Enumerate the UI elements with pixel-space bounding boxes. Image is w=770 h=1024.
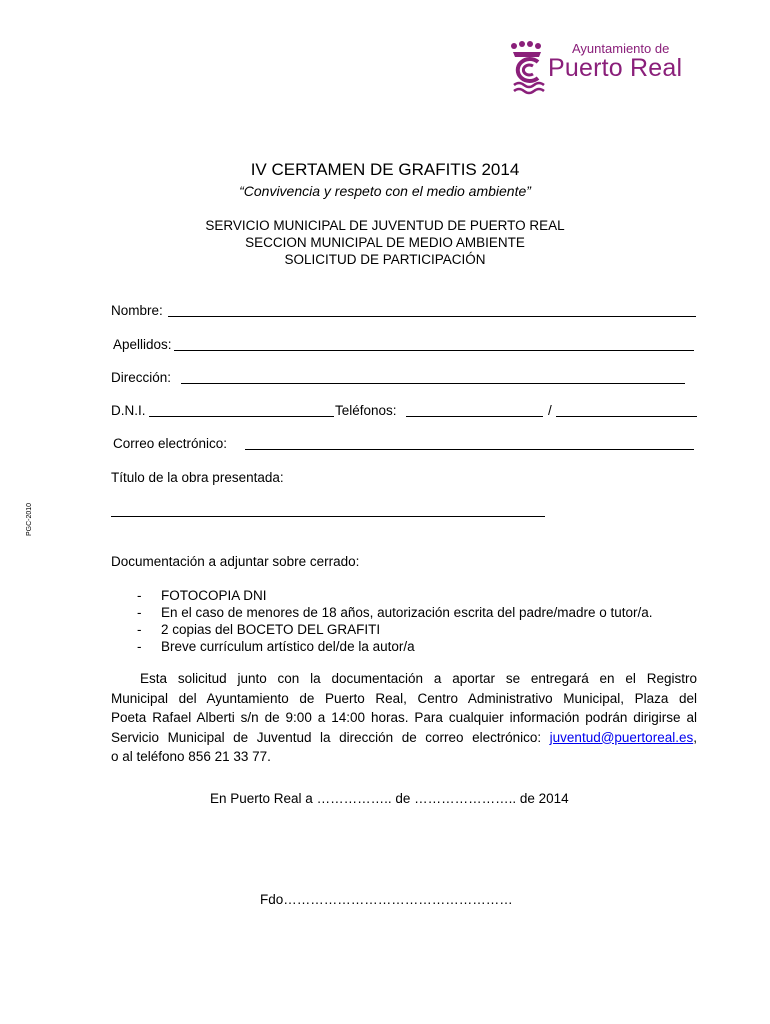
side-code: PGC-2010 xyxy=(26,502,33,536)
titulo-obra-label: Título de la obra presentada: xyxy=(111,470,284,485)
list-item-text: En el caso de menores de 18 años, autorización escrita del padre/madre o tutor/a. xyxy=(161,605,653,620)
paragraph-line: Municipal del Ayuntamiento de Puerto Real, Centro Administrativo Municipal, Plaza del xyxy=(111,690,697,706)
correo-field[interactable] xyxy=(245,449,694,450)
date-line: En Puerto Real a …………….. de ………………….. de 2014 xyxy=(210,791,569,806)
dni-field[interactable] xyxy=(149,416,334,417)
correo-label: Correo electrónico: xyxy=(113,436,228,451)
paragraph-line: o al teléfono 856 21 33 77. xyxy=(111,749,271,764)
logo-big-text: Puerto Real xyxy=(548,54,683,82)
list-item-text: Breve currículum artístico del/de la autor/a xyxy=(161,639,415,654)
page-subtitle: “Convivencia y respeto con el medio ambiente” xyxy=(239,183,531,199)
list-item xyxy=(0,622,770,640)
direccion-label: Dirección: xyxy=(111,370,172,385)
telefono-2-field[interactable] xyxy=(556,416,697,417)
comma: , xyxy=(693,729,697,745)
bullet-dash: - xyxy=(137,605,142,620)
logo-small-text: Ayuntamiento de xyxy=(572,41,670,56)
nombre-field[interactable] xyxy=(168,316,696,317)
list-item xyxy=(0,639,770,657)
paragraph-line-email xyxy=(111,728,697,748)
telefonos-label: Teléfonos: xyxy=(335,403,397,418)
apellidos-field[interactable] xyxy=(174,350,694,351)
heading-solicitud: SOLICITUD DE PARTICIPACIÓN xyxy=(284,252,486,267)
page-title: IV CERTAMEN DE GRAFITIS 2014 xyxy=(250,160,520,179)
telefono-1-field[interactable] xyxy=(406,416,543,417)
titulo-obra-field[interactable] xyxy=(111,516,545,517)
instructions-paragraph xyxy=(111,669,697,767)
paragraph-line: Poeta Rafael Alberti s/n de 9:00 a 14:00 horas. Para cualquier información podrán dirigirse al xyxy=(111,710,697,725)
bullet-dash: - xyxy=(137,639,142,654)
list-item xyxy=(0,605,770,623)
dni-label: D.N.I. xyxy=(111,403,146,418)
ayuntamiento-logo xyxy=(508,40,708,100)
email-link[interactable]: juventud@puertoreal.es xyxy=(549,729,694,745)
paragraph-line: Esta solicitud junto con la documentación a aportar se entregará en el Registro xyxy=(140,671,697,686)
bullet-dash: - xyxy=(137,622,142,637)
list-item xyxy=(0,588,770,606)
paragraph-line-text: Servicio Municipal de Juventud la dirección de correo electrónico: xyxy=(111,729,542,745)
crown-seal-icon xyxy=(508,40,548,100)
heading-servicio: SERVICIO MUNICIPAL DE JUVENTUD DE PUERTO REAL xyxy=(205,218,565,233)
list-item-text: FOTOCOPIA DNI xyxy=(161,588,267,603)
apellidos-label: Apellidos: xyxy=(113,337,172,352)
direccion-field[interactable] xyxy=(181,383,685,384)
nombre-label: Nombre: xyxy=(111,303,163,318)
bullet-dash: - xyxy=(137,588,142,603)
signature-line: Fdo…………………………………………… xyxy=(260,892,513,907)
telefono-separator: / xyxy=(548,403,552,418)
list-item-text: 2 copias del BOCETO DEL GRAFITI xyxy=(161,622,381,637)
heading-seccion: SECCION MUNICIPAL DE MEDIO AMBIENTE xyxy=(245,235,525,250)
documentation-heading: Documentación a adjuntar sobre cerrado: xyxy=(111,554,360,569)
